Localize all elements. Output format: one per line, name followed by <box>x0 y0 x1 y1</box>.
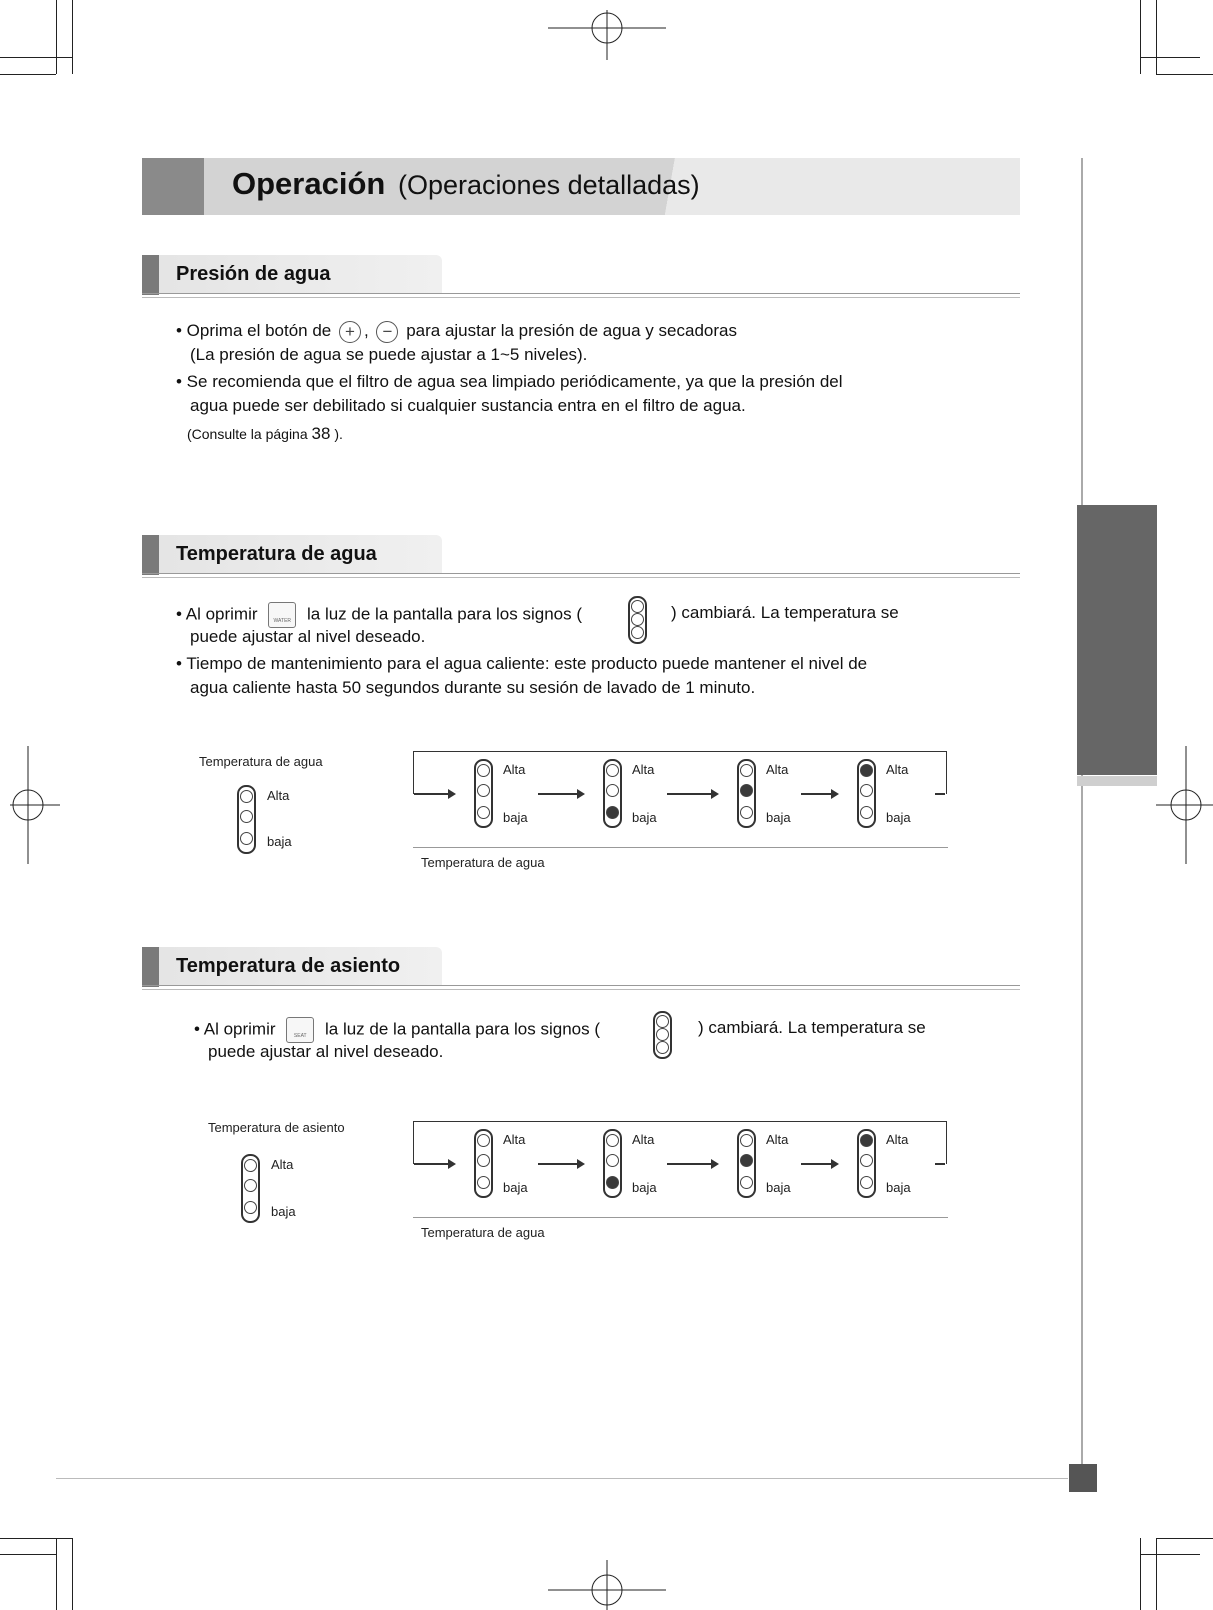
sequence-step-led <box>857 1129 876 1198</box>
led-off <box>740 1134 753 1147</box>
pressure-note <box>187 423 343 445</box>
sequence-step-high: Alta <box>632 1132 655 1147</box>
sequence-step-high: Alta <box>503 1132 526 1147</box>
pressure-line-4: agua puede ser debilitado si cualquier sustancia entra en el filtro de agua. <box>190 396 746 415</box>
sequence-step-high: Alta <box>503 762 526 777</box>
water-legend-title: Temperatura de agua <box>199 754 323 769</box>
sequence-step-arrow <box>667 1163 717 1165</box>
seat-line-2: puede ajustar al nivel deseado. <box>208 1042 444 1061</box>
led-off <box>860 806 873 819</box>
sequence-step-high: Alta <box>766 762 789 777</box>
sequence-step-high: Alta <box>632 762 655 777</box>
text: para ajustar la presión de agua y secadoras <box>406 321 737 340</box>
sequence-step-high: Alta <box>886 762 909 777</box>
sequence-step-low: baja <box>503 1180 528 1195</box>
sequence-caption-rule <box>413 1217 948 1218</box>
page-subtitle: (Operaciones detalladas) <box>398 170 700 200</box>
sequence-step-high: Alta <box>766 1132 789 1147</box>
text: , <box>364 321 369 340</box>
led-on <box>606 1176 619 1189</box>
water-line-1 <box>176 602 582 628</box>
page-title: Operación <box>232 166 386 201</box>
sequence-step-low: baja <box>886 810 911 825</box>
sequence-step-low: baja <box>632 810 657 825</box>
section-title: Temperatura de asiento <box>176 955 401 977</box>
chapter-side-tab-strip <box>1077 776 1157 786</box>
page-number-box <box>1069 1464 1097 1492</box>
led-off <box>477 784 490 797</box>
water-line-4: agua caliente hasta 50 segundos durante su sesión de lavado de 1 minuto. <box>190 678 756 697</box>
water-line-1-end: ) cambiará. La temperatura se <box>671 603 899 622</box>
sequence-step-low: baja <box>766 810 791 825</box>
water-line-3: • Tiempo de mantenimiento para el agua caliente: este producto puede mantener el nivel de <box>176 654 868 673</box>
sequence-step-led <box>737 1129 756 1198</box>
section-header-pressure <box>142 255 1020 305</box>
seat-legend-led <box>241 1154 260 1223</box>
sequence-entry-arrow <box>414 793 454 795</box>
section-title: Presión de agua <box>176 263 331 285</box>
page-title-band <box>142 158 1020 215</box>
led-off <box>860 1176 873 1189</box>
sequence-step-high: Alta <box>886 1132 909 1147</box>
water-legend-low: baja <box>267 834 292 849</box>
footer-rule <box>56 1478 1068 1479</box>
text: • Oprima el botón de <box>176 321 332 340</box>
led-off <box>477 806 490 819</box>
sequence-caption-rule <box>413 847 948 848</box>
sequence-step-arrow <box>538 793 583 795</box>
sequence-step-low: baja <box>503 810 528 825</box>
section-header-water-temp <box>142 535 1020 585</box>
plus-icon: + <box>339 321 361 343</box>
sequence-step-arrow <box>801 1163 837 1165</box>
text: • Al oprimir <box>194 1019 276 1039</box>
registration-mark-top <box>548 10 666 60</box>
led-off <box>860 1154 873 1167</box>
led-off <box>477 1176 490 1189</box>
right-margin-rule <box>1081 158 1083 1474</box>
page-reference: 38 <box>311 424 331 443</box>
led-off <box>477 1154 490 1167</box>
water-button-icon: WATER <box>268 602 296 628</box>
water-line-2: puede ajustar al nivel deseado. <box>190 627 426 646</box>
led-off <box>606 1134 619 1147</box>
section-title: Temperatura de agua <box>176 543 377 565</box>
sequence-step-low: baja <box>632 1180 657 1195</box>
led-indicator-icon <box>653 1011 672 1059</box>
sequence-step-led <box>857 759 876 828</box>
seat-legend-high: Alta <box>271 1157 294 1172</box>
registration-mark-bottom <box>548 1560 666 1610</box>
seat-legend-low: baja <box>271 1204 296 1219</box>
led-on <box>860 1134 873 1147</box>
led-off <box>477 1134 490 1147</box>
chapter-side-tab <box>1077 505 1157 775</box>
sequence-step-arrow <box>667 793 717 795</box>
seat-line-1 <box>194 1017 600 1043</box>
led-on <box>606 806 619 819</box>
pressure-line-1 <box>176 320 737 343</box>
sequence-step-led <box>737 759 756 828</box>
water-legend-high: Alta <box>267 788 290 803</box>
led-off <box>740 764 753 777</box>
led-off <box>740 806 753 819</box>
sequence-return-stub <box>935 1163 945 1165</box>
seat-legend-title: Temperatura de asiento <box>208 1120 345 1135</box>
led-off <box>477 764 490 777</box>
section-header-seat-temp <box>142 947 1020 997</box>
seat-button-icon: SEAT <box>286 1017 314 1043</box>
text: la luz de la pantalla para los signos ( <box>307 604 582 624</box>
water-legend-led <box>237 785 256 854</box>
text: ). <box>334 426 343 442</box>
sequence-step-arrow <box>538 1163 583 1165</box>
registration-mark-left <box>10 746 60 864</box>
led-off <box>606 764 619 777</box>
sequence-step-low: baja <box>766 1180 791 1195</box>
led-off <box>606 784 619 797</box>
sequence-step-led <box>474 759 493 828</box>
sequence-step-led <box>603 759 622 828</box>
led-off <box>860 784 873 797</box>
sequence-step-low: baja <box>886 1180 911 1195</box>
led-on <box>740 1154 753 1167</box>
pressure-line-3: • Se recomienda que el filtro de agua sea limpiado periódicamente, ya que la presión del <box>176 372 843 391</box>
sequence-return-stub <box>935 793 945 795</box>
text: • Al oprimir <box>176 604 258 624</box>
sequence-step-arrow <box>801 793 837 795</box>
sequence-caption: Temperatura de agua <box>421 855 545 870</box>
seat-line-1-end: ) cambiará. La temperatura se <box>698 1018 926 1037</box>
text: la luz de la pantalla para los signos ( <box>325 1019 600 1039</box>
led-off <box>606 1154 619 1167</box>
sequence-caption: Temperatura de agua <box>421 1225 545 1240</box>
sequence-step-led <box>474 1129 493 1198</box>
registration-mark-right <box>1156 746 1213 864</box>
led-off <box>740 1176 753 1189</box>
pressure-line-2: (La presión de agua se puede ajustar a 1~5 niveles). <box>190 345 588 364</box>
led-on <box>740 784 753 797</box>
led-indicator-icon <box>628 596 647 644</box>
minus-icon: − <box>376 321 398 343</box>
title-band-accent <box>142 158 204 215</box>
sequence-step-led <box>603 1129 622 1198</box>
led-on <box>860 764 873 777</box>
sequence-entry-arrow <box>414 1163 454 1165</box>
text: (Consulte la página <box>187 426 308 442</box>
